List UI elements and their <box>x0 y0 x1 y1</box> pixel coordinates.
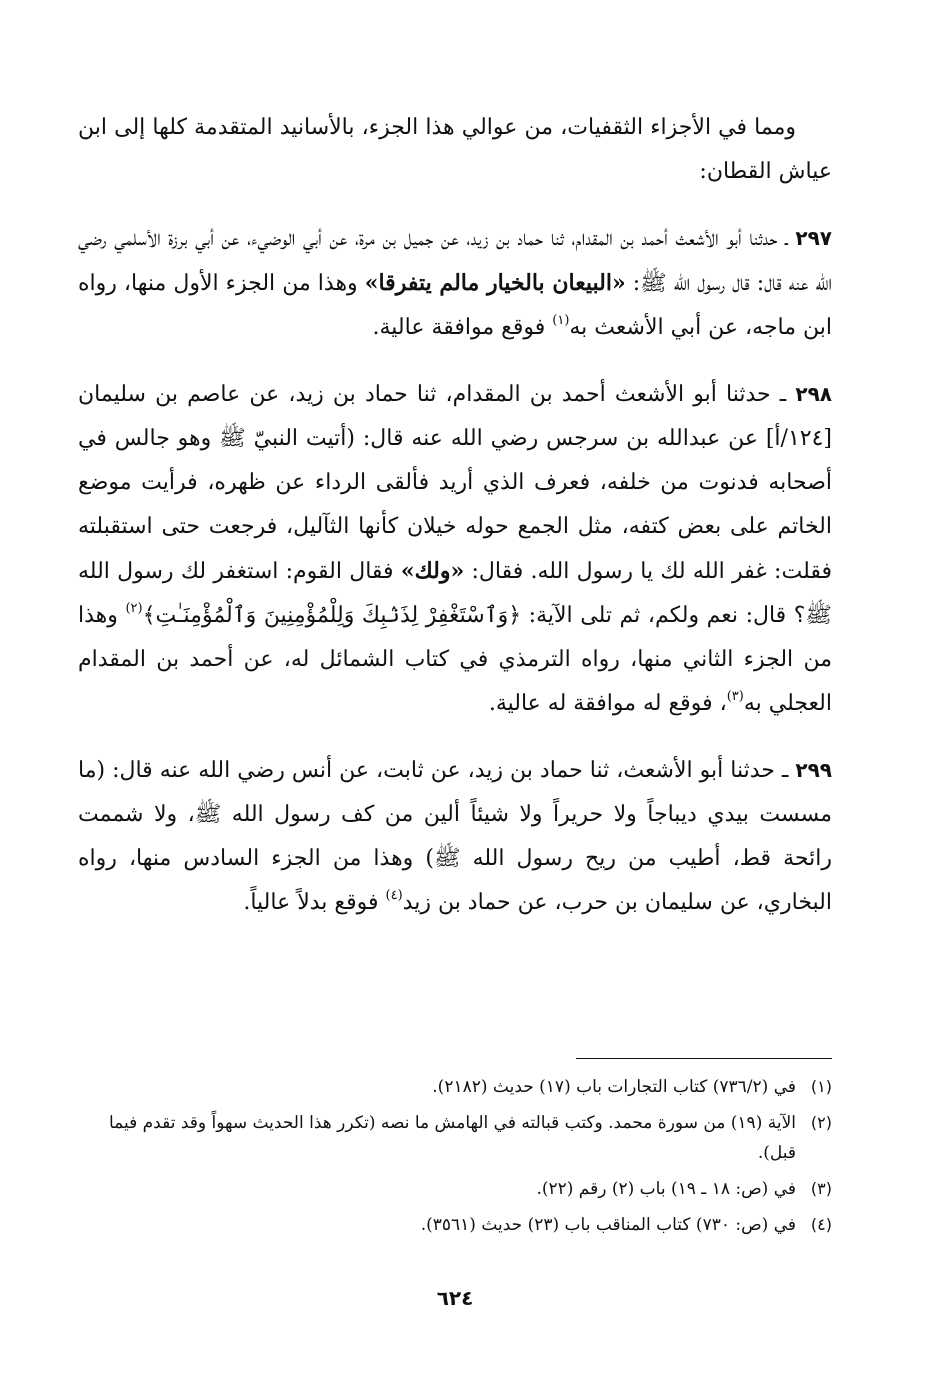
footnote-item <box>78 1072 832 1102</box>
hadith-text: فقال القوم: استغفر لك رسول الله ﷺ؟ قال: نعم ولكم، ثم تلى الآية: <box>78 559 832 628</box>
hadith-text: فوقع موافقة عالية. <box>372 315 553 340</box>
footnote-number: (٤) <box>810 1215 832 1234</box>
footnote-ref: (٣) <box>726 688 744 704</box>
footnote-ref: (٢) <box>125 600 143 616</box>
footnote-item <box>78 1108 832 1168</box>
hadith-text: فوقع بدلاً عالياً. <box>243 890 386 915</box>
footnote-number: (٣) <box>810 1179 832 1198</box>
book-page <box>78 106 832 1356</box>
footnote-number: (٢) <box>810 1113 832 1132</box>
intro-text: ومما في الأجزاء الثقفيات، من عوالي هذا الجزء، بالأسانيد المتقدمة كلها إلى ابن عياش القطان: <box>78 115 832 184</box>
footnote-ref: (٤) <box>385 887 403 903</box>
footnote-ref: (١) <box>552 312 570 328</box>
footnote-text: في (ص: ١٨ ـ ١٩) باب (٢) رقم (٢٢). <box>536 1179 796 1199</box>
hadith-297 <box>78 216 832 350</box>
hadith-number: ٢٩٧ <box>795 226 832 250</box>
footnote-item <box>78 1174 832 1204</box>
hadith-text: ـ حدثنا أبو الأشعث أحمد بن المقدام، ثنا حماد بن زيد، عن جميل بن مرة، عن أبي الوضيء، عن أبي برزة الأسلمي رضي الله عنه قال: قال رسول الله ﷺ: <box>78 226 832 296</box>
footnote-text: في (٧٣٦/٢) كتاب التجارات باب (١٧) حديث (٢١٨٢). <box>432 1077 796 1097</box>
hadith-number: ٢٩٨ <box>795 382 832 406</box>
footnote-text: في (ص: ٧٣٠) كتاب المناقب باب (٢٣) حديث (٣٥٦١). <box>420 1215 796 1235</box>
hadith-text: ـ حدثنا أبو الأشعث أحمد بن المقدام، ثنا حماد بن زيد، عن عاصم بن سليمان [١٢٤/أ] عن عبدالله بن سرجس رضي الله عنه قال: (أتيت النبيّ ﷺ وهو جالس في أصحابه فدنوت من خلفه، فعرف الذي أريد فألقى الرداء عن ظهره، فرأيت موضع الخاتم على بعض كتفه، مثل الجمع حوله خيلان كأنها الثآليل، فرجعت حتى استقبلته فقلت: غفر الله لك يا رسول الله. فقال: <box>78 382 832 584</box>
quran-verse: ﴿وَٱسْتَغْفِرْ لِذَنۢبِكَ وَلِلْمُؤْمِنِينَ وَٱلْمُؤْمِنَـٰتِ﴾ <box>142 603 522 628</box>
footnote-divider <box>576 1058 832 1059</box>
hadith-298 <box>78 372 832 726</box>
intro-paragraph <box>78 106 832 194</box>
hadith-text: ، فوقع له موافقة له عالية. <box>488 691 727 716</box>
hadith-number: ٢٩٩ <box>795 758 832 782</box>
hadith-299 <box>78 748 832 925</box>
footnote-item <box>78 1210 832 1240</box>
footnote-text: الآية (١٩) من سورة محمد. وكتب قبالته في الهامش ما نصه (تكرر هذا الحديث سهواً وقد تقدم فيما قبل). <box>108 1113 796 1163</box>
hadith-text: وهذا من الجزء الثاني منها، رواه الترمذي في كتاب الشمائل له، عن أحمد بن المقدام العجلي به <box>78 603 832 716</box>
page-number: ٦٢٤ <box>436 1286 474 1310</box>
hadith-text: وهذا من الجزء الأول منها، رواه ابن ماجه، عن أبي الأشعث به <box>78 271 832 340</box>
hadith-quote-bold: «ولك» <box>400 558 465 584</box>
footnotes <box>78 1072 832 1246</box>
hadith-text: ـ حدثنا أبو الأشعث، ثنا حماد بن زيد، عن ثابت، عن أنس رضي الله عنه قال: (ما مسست بيدي ديباجاً ولا حريراً ولا شيئاً ألين من كف رسول الله ﷺ، ولا شممت رائحة قط، أطيب من ريح رسول الله ﷺ) وهذا من الجزء السادس منها، رواه البخاري، عن سليمان بن حرب، عن حماد بن زيد <box>78 758 832 915</box>
hadith-quote-bold: «البيعان بالخيار مالم يتفرقا» <box>364 270 626 296</box>
footnote-number: (١) <box>810 1077 832 1096</box>
